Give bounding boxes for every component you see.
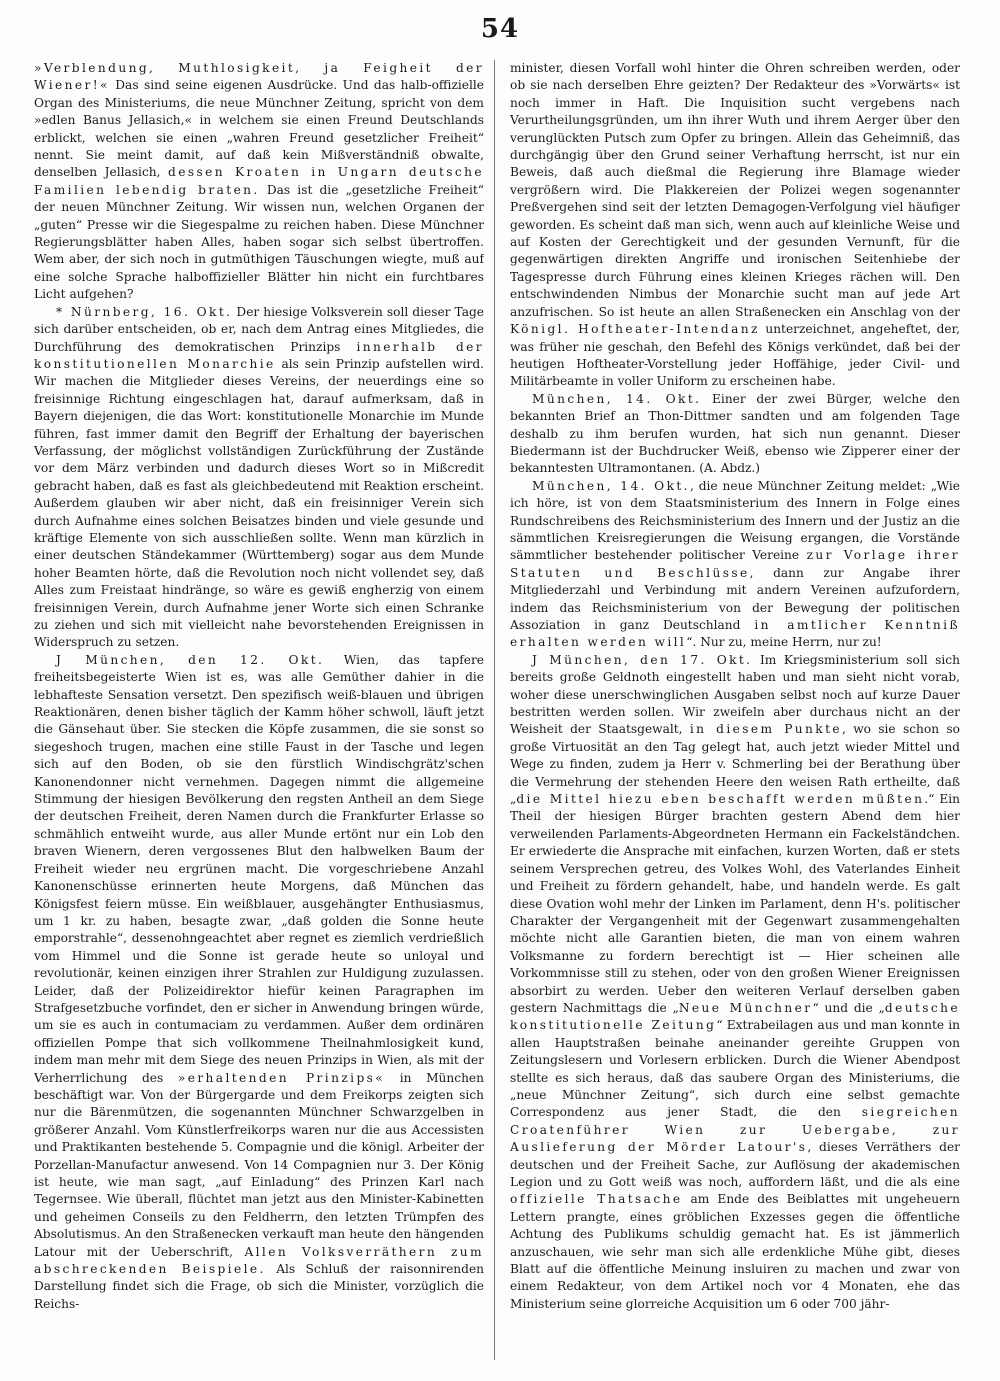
spaced-emphasis-text: Königl. Hoftheater-Intendanz (510, 322, 760, 337)
paragraph-text: in München beschäftigt war. Von der Bürgergarde und dem Freikorps zeigten sich nur die Bärenmützen, die sogenannten Münchner Schwarzgelben in größerer Anzahl. Vom Künstlerfreikorps waren nur die aus Accessisten und Praktikanten bestehende 5. Compagnie und die königl. Arbeiter der Porzellan-Manufactur anwesend. Von 14 Compagnien nur 3. Der König ist heute, wie man sagt, „auf Einladung“ des Prinzen Karl nach Tegernsee. Wie überall, flüchtet man jetzt aus den Minister-Kabinetten und geheimen Conseils zu den Feldherrn, den letzten Trümpfen des Absolutismus. An den Straßenecken verkauft man heute den hängenden Latour mit der Ueberschrift, (34, 1070, 484, 1259)
paragraph-text: Wien, das tapfere freiheitsbegeisterte Wien ist es, was alle Gemüther dahier in die lebhafteste Sensation versetzt. Den spezifisch weiß-blauen und übrigen Reaktionären, denen bisher täglich der Kamm höher schwoll, läuft jetzt die Gänsehaut über. Sie stecken die Köpfe zusammen, die sie sonst so siegeshoch trugen, machen eine stille Faust in der Tasche und legen sich auf den Boden, ob sie den fürstlich Windischgrätz'schen Kanonendonner nicht vernehmen. Dagegen nimmt die allgemeine Stimmung der hiesigen Bevölkerung den regsten Antheil an dem Siege der deutschen Freiheit, deren Namen durch die Frankfurter Erlasse so schmählich entweiht wurde, aus aller Munde ertönt nur ein Lob den braven Wienern, deren vergossenes Blut den halbwelken Baum der Freiheit wieder neu ergrünen macht. Die vorgeschriebene Anzahl Kanonenschüsse erinnerten heute Morgens, daß München das Königsfest feiern müsse. Ein weißblauer, ausgehängter Enthusiasmus, um 1 kr. zu haben, besagte zwar, „daß golden die Sonne heute emporstrahle“, dessenohngeachtet aber regnet es ziemlich verdrießlich vom Himmel und die Sonne ist gerade heute so unloyal und revolutionär, keinen einzigen ihrer Strahlen zur Huldigung zuzulassen. Leider, daß der Polizeidirektor hiefür keinen Paragraphen im Strafgesetzbuche vorfindet, den er sicher in Anwendung bringen würde, um sie es auch in contumaciam zu verdammen. Außer dem ordinären offiziellen Pompe that sich vollkommene Theilnahmlosigkeit kund, indem man mehr mit dem Siege des neuen Prinzips in Wien, als mit der Verherrlichung des (34, 652, 484, 1085)
paragraph-text: , dieses Verräthers der deutschen und der Freiheit Sache, zur Auflösung der akademischen Legion und zu Gott weiß was noch, auffordern läßt, und die als eine (510, 1140, 960, 1189)
paragraph-text: Das ist die „gesetzliche Freiheit“ der neuen Münchner Zeitung. Wir wissen nun, welchen Organen der „guten“ Presse wir die Siegespalme zu reichen haben. Diese Münchner Regierungsblätter haben Alles, haben sogar sich selbst übertroffen. Wem aber, der sich noch in gutmüthigen Täuschungen wiegte, muß auf eine solche Sprache halboffizieller Blätter hin nicht ein furchtbares Licht aufgehen? (34, 182, 484, 302)
paragraph-text: “ Extrabeilagen aus und man konnte in allen Hauptstraßen beinahe aneinander gereihte Gruppen von Zeitungslesern und Vorlesern erblicken. Durch die Wiener Abendpost stellte es sich heraus, daß das saubere Organ des Ministeriums, die „neue Münchner Zeitung“, sich durch eine selbst gemachte Correspondenz aus jener Stadt, die den (510, 1018, 960, 1120)
paragraph-text: , die neue Münchner Zeitung meldet: „Wie ich höre, ist von dem Staatsministerium des Innern in Folge eines Rundschreibens des Reichsministerium des Innern und der Justiz an die sämmtlichen Kreisregierungen die Weisung ergangen, die Vorstände sämmtlicher bestehender politischer Vereine (510, 478, 960, 563)
spaced-emphasis-text: die Mittel hiezu eben beschafft werden müßten (516, 792, 925, 807)
paragraph-text: als sein Prinzip aufstellen wird. Wir machen die Mitglieder dieses Vereins, der neuerdings eine so freisinnige Richtung eingeschlagen hat, darauf aufmerksam, daß in Bayern diejenigen, die das Wort: konstitutionelle Monarchie im Munde führen, fast immer damit den Begriff der Erhaltung der bayerischen Verfassung, der möglichst vollständigen Zurückführung der Zustände vor dem März verbinden und dadurch dieses Wort so in Mißcredit gebracht haben, daß es fast als gleichbedeutend mit Reaktion erscheint. Außerdem glauben wir aber nicht, daß ein freisinniger Verein sich durch Aufnahme eines solchen Beisatzes binden und viele gesunde und kräftige Elemente von sich ausschließen sollte. Wenn man kürzlich in einer deutschen Ständekammer (Württemberg) sogar aus dem Munde hoher Beamten hörte, daß die Revolution noch nicht vollendet sey, daß Alles zum Freistaat hindränge, so wäre es gewiß engherzig von einem freisinnigen Verein, durch Aufnahme jener Worte sich einen Schranke zu ziehen und sich mit vielleicht nahe bevorstehenden Ereignissen in Widerspruch zu setzen. (34, 356, 484, 650)
spaced-emphasis-text: siegreichen Croatenführer Wien zur Uebergabe, zur Auslieferung der Mörder Latour's (510, 1105, 960, 1155)
paragraph-text: , dann zur Angabe ihrer Mitgliederzahl und Verbindung mit andern Vereinen aufzufordern, indem das Reichsministerium von der Bewegung der politischen Assoziation in ganz Deutschland (510, 565, 960, 632)
spaced-emphasis-text: »Verblendung, Muthlosigkeit, ja Feigheit der Wiener!« (34, 61, 484, 93)
spaced-emphasis-text: J München, den 17. Okt. (532, 652, 753, 667)
paragraph-text: am Ende des Beiblattes mit ungeheuern Lettern prangte, eines gröblichen Exzesses gegen die öffentliche Achtung des Publikums schuldig gemacht hat. Es ist jämmerlich anzuschauen, wie sehr man sich alle erdenkliche Mühe gibt, dieses Blatt auf die öffentliche Meinung insluiren zu machen und zwar von einem Redakteur, von dem Artikel noch vor 4 Monaten, ehe das Ministerium seine glorreiche Acquisition um 6 oder 700 jähr- (510, 1192, 960, 1311)
spaced-emphasis-text: »erhaltenden Prinzips« (177, 1070, 386, 1085)
spaced-emphasis-text: dessen Kroaten in Ungarn deutsche Familien lebendig braten. (34, 165, 484, 197)
paragraph-text: Das sind seine eigenen Ausdrücke. Und das halb-offizielle Organ des Ministeriums, die neue Münchner Zeitung, spricht von dem »edlen Banus Jellasich,« in welchem sie einen Freund Deutschlands erblickt, welchen sie einen „wahren Freund gesetzlicher Freiheit“ nennt. Sie meint damit, auf daß kein Mißverständniß obwalte, denselben Jellasich, (34, 78, 484, 180)
spaced-emphasis-text: in amtlicher Kenntniß erhalten werden will (510, 618, 960, 650)
right-column (510, 60, 960, 1360)
spaced-emphasis-text: in diesem Punkte (689, 722, 842, 737)
spaced-emphasis-text: zur Vorlage ihrer Statuten und Beschlüsse (510, 548, 960, 580)
spaced-emphasis-text: München, 14. Okt. (532, 391, 702, 406)
paragraph-text: unterzeichnet, angeheftet, der, was früher nie geschah, den Befehl des Königs verkündet, daß bei der heutigen Hoftheater-Vorstellung jeder Hoffähige, jeder Civil- und Militärbeamte in voller Uniform zu erscheinen habe. (510, 322, 960, 389)
paragraph-text: “. Nur zu, meine Herrn, nur zu! (686, 635, 882, 650)
spaced-emphasis-text: Neue Münchner (678, 1000, 813, 1015)
spaced-emphasis-text: deutsche konstitutionelle Zeitung (510, 1000, 960, 1033)
article-paragraph (34, 60, 484, 304)
column-divider (494, 60, 495, 1360)
article-paragraph (510, 652, 960, 1313)
paragraph-text: .“ Ein Theil der hiesigen Bürger brachten gestern Abend dem hier verweilenden Parlaments-Abgeordneten Hermann ein Fackelständchen. Er erwiederte die Ansprache mit einfachen, kurzen Worten, daß er stets seinem Versprechen getreu, des Volkes Wohl, des Vaterlandes Einheit und Freiheit zu fördern gehandelt, habe, und handeln werde. Es galt diese Ovation wohl mehr der Linken im Parlament, denn H's. politischer Charakter der Vergangenheit mit der Gegenwart zusammengehalten möchte nicht alle Garantien bieten, die man von einem wahren Volksmanne zu fordern berechtigt ist — Hier scheinen alle Vorkommnisse still zu stehen, oder von den großen Wiener Ereignissen absorbirt zu werden. Ueber den weiteren Verlauf derselben gaben gestern Nachmittags die „ (510, 792, 960, 1015)
article-paragraph (34, 304, 484, 652)
spaced-emphasis-text: Allen Volksverräthern zum abschreckenden Beispiele. (34, 1244, 484, 1277)
spaced-emphasis-text: München, 14. Okt. (532, 478, 690, 493)
spaced-emphasis-text: innerhalb der konstitutionellen Monarchie (34, 339, 484, 371)
article-paragraph (510, 391, 960, 478)
paragraph-text: “ und die „ (812, 1000, 885, 1015)
paragraph-text: minister, diesen Vorfall wohl hinter die Ohren schreiben werden, oder ob sie nach derselben Ehre geizten? Der Redakteur des »Vorwärts« ist noch immer in Haft. Die Inquisition sucht vergebens nach Verurtheilungsgründen, um ihn ihrer Wuth und ihrem Aerger über den verunglückten Putsch zum Opfer zu bringen. Allein das Geheimniß, das durchgängig über den Grund seiner Verhaftung herrscht, ist nur ein Beweis, daß auch dießmal die Regierung ihre Blamage wieder vergrößern wird. Die Plakkereien der Polizei wegen sogenannter Preßvergehen sind seit der letzten Demagogen-Verfolgung viel häufiger geworden. Es scheint daß man sich, wenn auch auf kleinliche Weise und auf Kosten der Gerechtigkeit und der gesunden Vernunft, für die gegenwärtigen direkten Angriffe und ironischen Seitenhiebe der Tagespresse durch Führung eines kleinen Krieges rächen will. Den entschwindenden Nimbus der Monarchie sucht man auf jede Art anzufrischen. So ist heute an allen Straßenecken ein Anschlag von der (510, 61, 960, 319)
spaced-emphasis-text: offizielle Thatsache (510, 1192, 683, 1207)
spaced-emphasis-text: * Nürnberg, 16. Okt. (56, 304, 233, 319)
paragraph-text: Der hiesige Volksverein soll dieser Tage sich darüber entscheiden, ob er, nach dem Antrag eines Mitgliedes, die Durchführung des demokratischen Prinzips (34, 304, 484, 354)
article-paragraph (34, 652, 484, 1313)
paragraph-text: , wo sie schon so große Virtuosität an den Tag gelegt hat, auch jetzt wieder Mittel und Wege zu finden, zudem ja Herr v. Schmerling bei der Berathung über die Vermehrung der stehenden Heere den weisen Rath ertheilte, daß „ (510, 722, 960, 807)
paragraph-text: Im Kriegsministerium soll sich bereits große Geldnoth eingestellt haben und man sieht nicht vorab, woher diese unerschwinglichen Ausgaben selbst noch auf kurze Dauer bestritten werden sollen. Wir zweifeln aber durchaus nicht an der Weisheit der Staatsgewalt, (510, 652, 960, 737)
paragraph-text: Einer der zwei Bürger, welche den bekannten Brief an Thon-Dittmer sandten und am folgenden Tage deshalb zu ihm berufen wurden, hat sich nun genannt. Dieser Biedermann ist der Buchdrucker Weiß, ebenso wie Zipperer einer der bekanntesten Ultramontanen. (A. Abdz.) (510, 391, 960, 476)
left-column (34, 60, 484, 1360)
page-number: 54 (480, 14, 520, 44)
article-paragraph (510, 478, 960, 652)
spaced-emphasis-text: J München, den 12. Okt. (56, 652, 325, 667)
paragraph-text: Als Schluß der raisonnirenden Darstellung findet sich die Frage, ob sich die Minister, vorzüglich die Reichs- (34, 1262, 484, 1311)
article-paragraph (510, 60, 960, 391)
